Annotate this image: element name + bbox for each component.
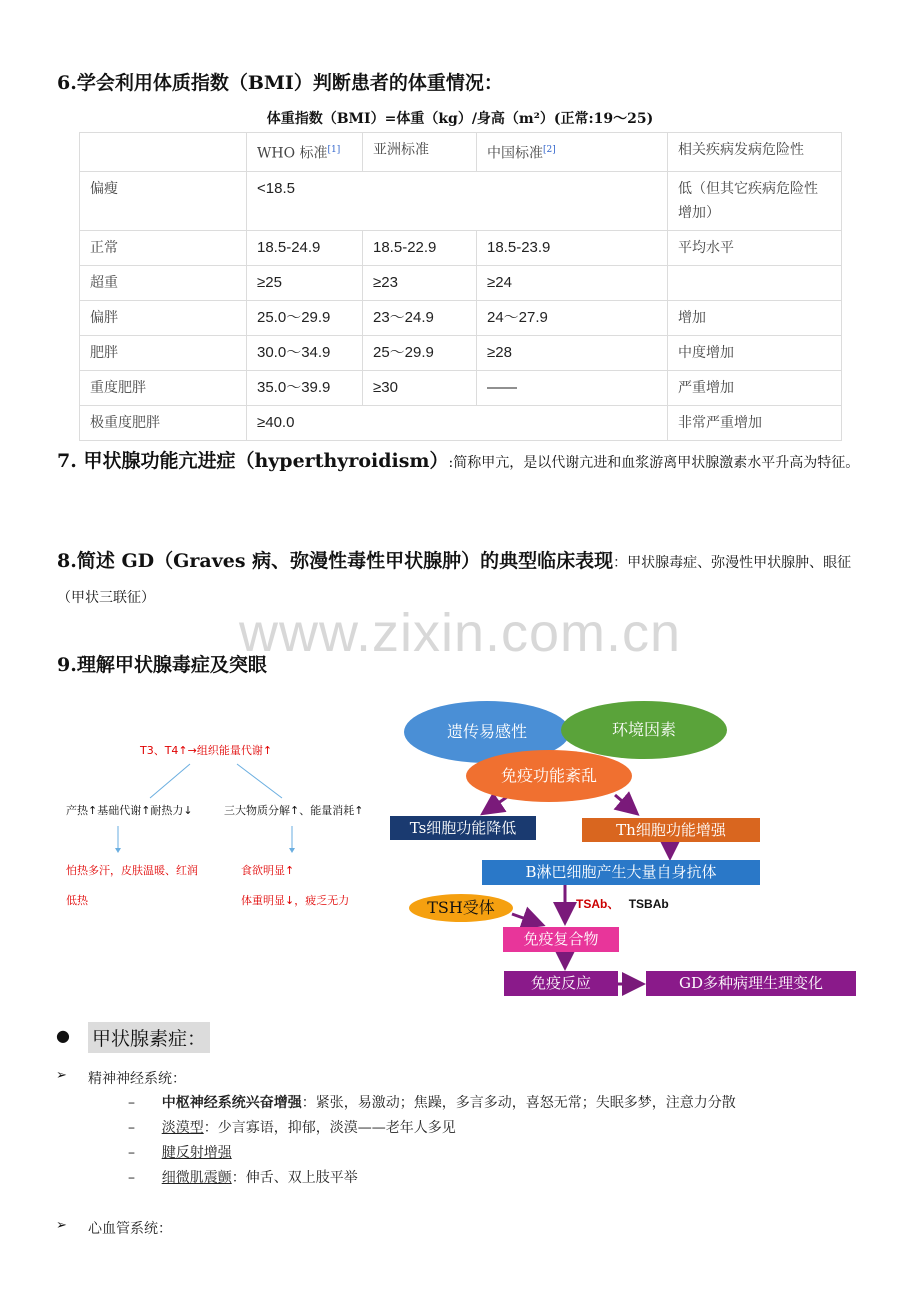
watermark: www.zixin.com.cn	[238, 603, 682, 663]
cell-who: <18.5	[247, 171, 668, 230]
dash: –	[128, 1120, 162, 1136]
item-text: ：伸舌、双上肢平举	[231, 1170, 358, 1186]
row-label: 超重	[80, 265, 247, 300]
header-risk: 相关疾病发病危险性	[668, 133, 842, 172]
row-label: 肥胖	[80, 335, 247, 370]
cell-asia: 25～29.9	[363, 335, 477, 370]
item-bold: 中枢神经系统兴奋增强	[161, 1095, 302, 1111]
arrow-bullet-icon: ➢	[56, 1218, 67, 1233]
bullet-title: 甲状腺素症：	[88, 1022, 210, 1053]
row-label: 偏瘦	[80, 171, 247, 230]
label-tsab-text: TSAb、	[576, 897, 620, 911]
row-label: 正常	[80, 230, 247, 265]
header-who: WHO 标准[1]	[247, 133, 363, 172]
cell-china: ≥24	[477, 265, 668, 300]
diagram-left-bottom-2: 低热	[66, 894, 88, 907]
cell-who: 18.5-24.9	[247, 230, 363, 265]
row-label: 重度肥胖	[80, 370, 247, 405]
cell-who: 30.0～34.9	[247, 335, 363, 370]
box-immune-reaction: 免疫反应	[504, 971, 618, 996]
q6-heading: 6.学会利用体质指数（BMI）判断患者的体重情况：	[57, 72, 503, 94]
box-immune-complex: 免疫复合物	[503, 927, 619, 952]
header-asia: 亚洲标准	[363, 133, 477, 172]
ref-link-1[interactable]: [1]	[327, 145, 341, 155]
ellipse-tsh: TSH受体	[409, 894, 513, 922]
cell-asia: ≥23	[363, 265, 477, 300]
item-underline: 腱反射增强	[161, 1145, 232, 1161]
diagram-left-mid: 产热↑基础代谢↑耐热力↓	[66, 804, 193, 817]
ellipse-genetic: 遗传易感性	[404, 701, 570, 763]
cell-china: ≥28	[477, 335, 668, 370]
diagram-right-mid: 三大物质分解↑、能量消耗↑	[224, 804, 364, 817]
q7-heading: 7. 甲状腺功能亢进症（hyperthyroidism）	[57, 450, 449, 472]
cell-china: ——	[477, 370, 668, 405]
diagram-left-bottom-1: 怕热多汗，皮肤温暖、红润	[66, 864, 198, 877]
cell-who: ≥40.0	[247, 405, 668, 440]
cell-asia: 18.5-22.9	[363, 230, 477, 265]
cell-asia: ≥30	[363, 370, 477, 405]
q7-text: :简称甲亢，是以代谢亢进和血浆游离甲状腺激素水平升高为特征。	[448, 455, 860, 471]
dash: –	[128, 1170, 162, 1186]
q8-text: ：甲状腺毒症、弥漫性甲状腺肿、眼征（甲状三联征）	[57, 555, 852, 606]
diagram-top-text: T3、T4↑→组织能量代谢↑	[140, 744, 273, 757]
dash: –	[128, 1095, 162, 1111]
cell-china: 18.5-23.9	[477, 230, 668, 265]
box-ts: Ts细胞功能降低	[390, 816, 536, 840]
cell-risk: 非常严重增加	[668, 405, 842, 440]
cell-risk: 严重增加	[668, 370, 842, 405]
bmi-caption: 体重指数（BMI）=体重（kg）/身高（m²）(正常:19～25)	[266, 111, 654, 127]
label-tsbab-text: TSBAb	[628, 897, 669, 911]
list-item	[128, 1167, 358, 1187]
bullet-dot: ●	[56, 1026, 70, 1045]
list-item	[128, 1092, 888, 1112]
row-label: 偏胖	[80, 300, 247, 335]
cell-risk: 平均水平	[668, 230, 842, 265]
neuro-title: 精神神经系统：	[88, 1071, 186, 1087]
cardio-title: 心血管系统：	[88, 1221, 172, 1237]
list-item	[128, 1117, 456, 1137]
q8-heading: 8.简述 GD（Graves 病、弥漫性毒性甲状腺肿）的典型临床表现	[57, 550, 614, 572]
ellipse-environment: 环境因素	[561, 701, 727, 759]
ellipse-immune-disorder: 免疫功能紊乱	[466, 750, 632, 802]
arrow-bullet-icon: ➢	[56, 1068, 67, 1083]
cell-risk: 增加	[668, 300, 842, 335]
item-text: ：紧张，易激动；焦躁，多言多动，喜怒无常；失眠多梦，注意力分散	[301, 1095, 736, 1111]
box-bcell: B淋巴细胞产生大量自身抗体	[482, 860, 760, 885]
cell-who: ≥25	[247, 265, 363, 300]
diagram-right-bottom-2: 体重明显↓，疲乏无力	[241, 894, 350, 907]
item-text: ：少言寡语，抑郁，淡漠——老年人多见	[203, 1120, 456, 1136]
header-china: 中国标准[2]	[477, 133, 668, 172]
item-underline: 细微肌震颤	[161, 1170, 232, 1186]
dash: –	[128, 1145, 162, 1161]
q9-heading: 9.理解甲状腺毒症及突眼	[57, 654, 267, 676]
label-tsab	[576, 895, 669, 912]
cell-who: 25.0～29.9	[247, 300, 363, 335]
list-item	[128, 1142, 232, 1162]
item-underline: 淡漠型	[161, 1120, 204, 1136]
ref-link-2[interactable]: [2]	[543, 145, 556, 155]
cell-risk: 中度增加	[668, 335, 842, 370]
box-gd-changes: GD多种病理生理变化	[646, 971, 856, 996]
row-label: 极重度肥胖	[80, 405, 247, 440]
box-th: Th细胞功能增强	[582, 818, 760, 842]
cell-asia: 23～24.9	[363, 300, 477, 335]
diagram-right-bottom-1: 食欲明显↑	[241, 864, 295, 877]
cell-who: 35.0～39.9	[247, 370, 363, 405]
cell-china: 24～27.9	[477, 300, 668, 335]
cell-risk: 低（但其它疾病危险性增加）	[668, 171, 842, 230]
